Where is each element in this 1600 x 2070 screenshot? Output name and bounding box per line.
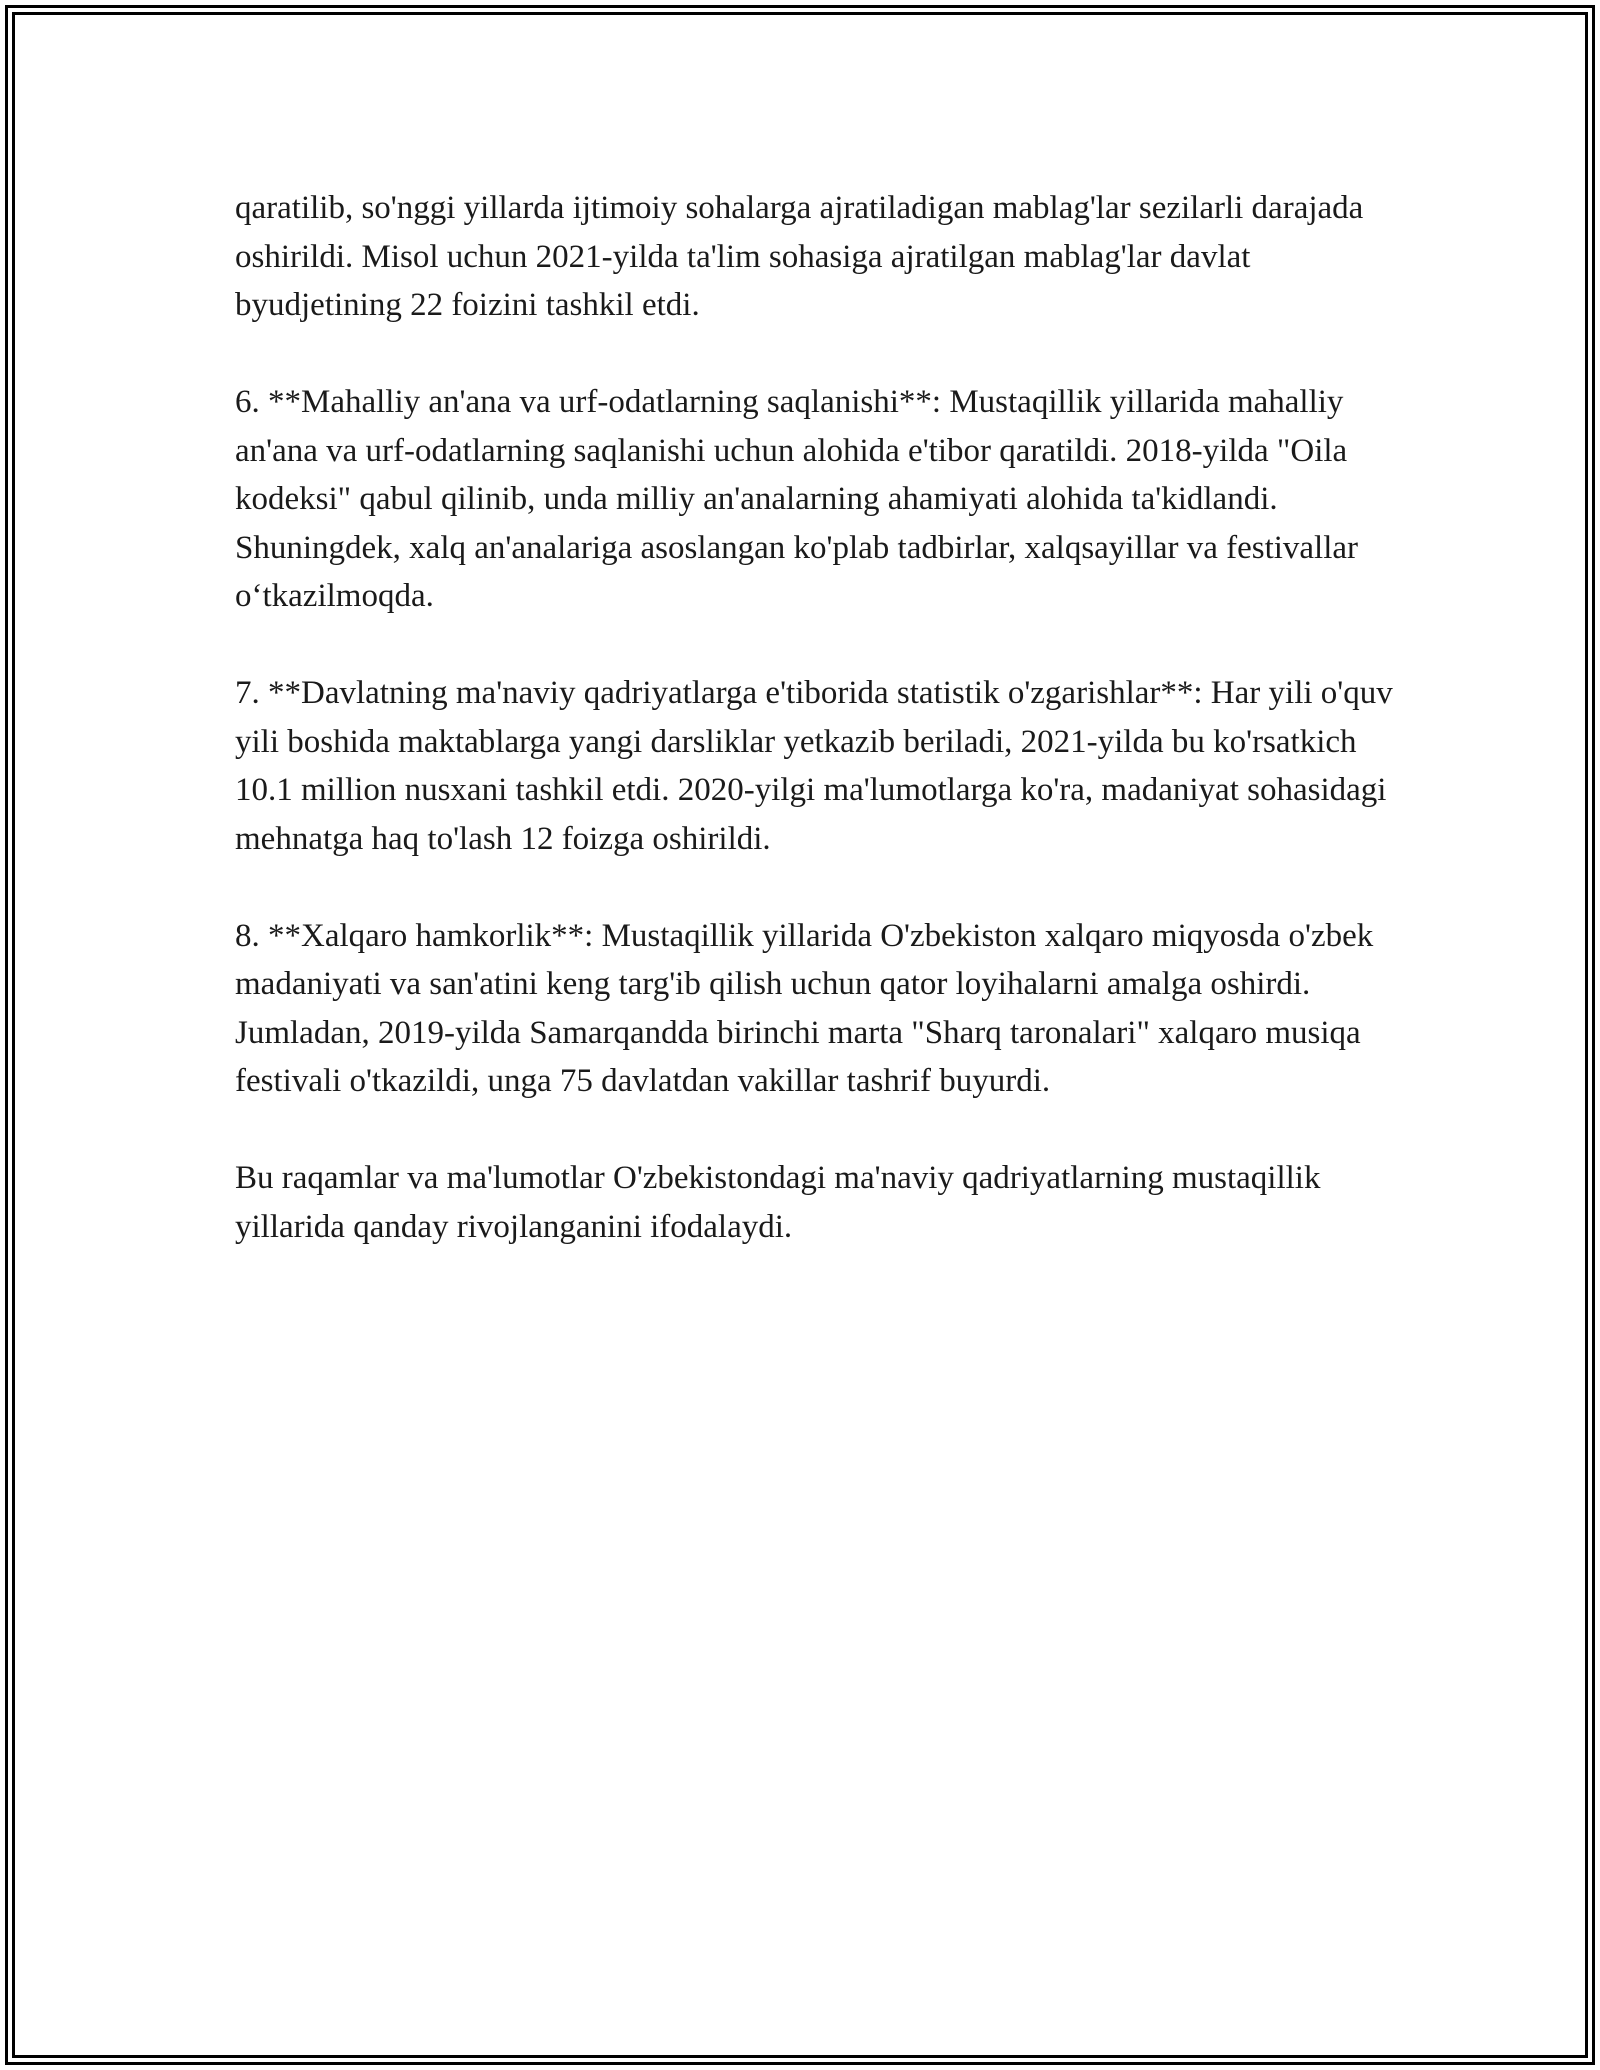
paragraph-item-7: 7. **Davlatning ma'naviy qadriyatlarga e'tiborida statistik o'zgarishlar**: Har yili o'quv yili boshida maktablarga yangi darsliklar yetkazib beriladi, 2021-yilda bu ko'rsatkich 10.1 million nusxani tashkil etdi. 2020-yilgi ma'lumotlarga ko'ra, madaniyat sohasidagi mehnatga haq to'lash 12 foizga oshirildi. xyxy=(235,675,1393,857)
paragraph-continuation: qaratilib, so'nggi yillarda ijtimoiy sohalarga ajratiladigan mablag'lar sezilarli darajada oshirildi. Misol uchun 2021-yilda ta'lim sohasiga ajratilgan mablag'lar davlat byudjetining 22 foizini tashkil etdi. xyxy=(235,190,1364,323)
paragraph-item-6: 6. **Mahalliy an'ana va urf-odatlarning saqlanishi**: Mustaqillik yillarida mahalliy an'ana va urf-odatlarning saqlanishi uchun alohida e'tibor qaratildi. 2018-yilda "Oila kodeksi" qabul qilinib, unda milliy an'analarning ahamiyati alohida ta'kidlandi. Shuningdek, xalq an'analariga asoslangan ko'plab tadbirlar, xalqsayillar va festivallar o‘tkazilmoqda. xyxy=(235,384,1359,614)
paragraph-item-8: 8. **Xalqaro hamkorlik**: Mustaqillik yillarida O'zbekiston xalqaro miqyosda o'zbek madaniyati va san'atini keng targ'ib qilish uchun qator loyihalarni amalga oshirdi. Jumladan, 2019-yilda Samarqandda birinchi marta "Sharq taronalari" xalqaro musiqa festivali o'tkazildi, unga 75 davlatdan vakillar tashrif buyurdi. xyxy=(235,917,1374,1099)
paragraph-conclusion: Bu raqamlar va ma'lumotlar O'zbekistondagi ma'naviy qadriyatlarning mustaqillik yillarida qanday rivojlanganini ifodalaydi. xyxy=(235,1160,1321,1245)
document-body xyxy=(235,184,1395,1300)
